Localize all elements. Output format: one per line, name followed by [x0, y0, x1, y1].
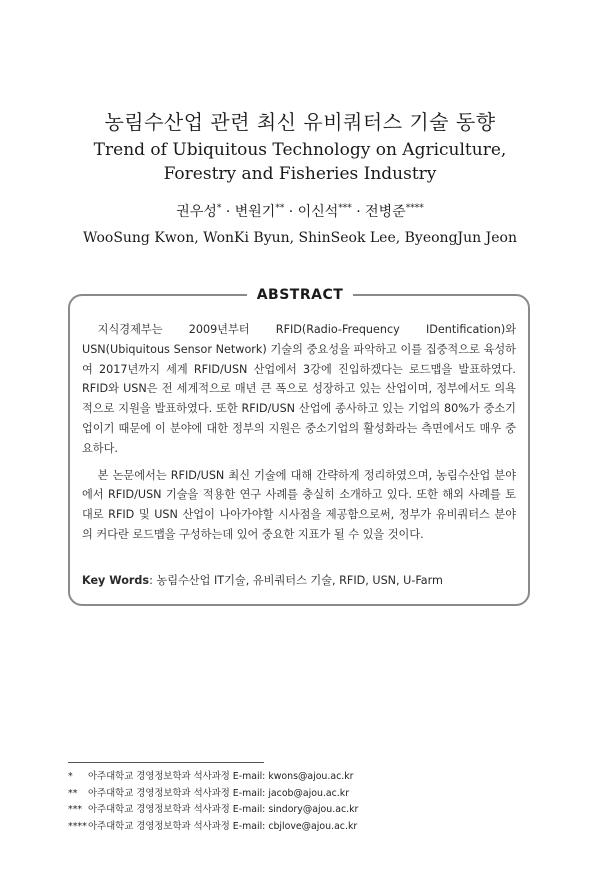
footnote-mark: *	[68, 771, 73, 782]
footnote-divider	[68, 762, 264, 763]
abstract-paragraph: 지식경제부는 2009년부터 RFID(Radio-Frequency IDentification)와 USN(Ubiquitous Sensor Network) 기술의 중요성을 파악하고 이를 집중적으로 육성하여 2017년까지 세계 RFID/USN 산업에서 3강에 진입하겠다는 로드맵을 발표하였다. RFID와 USN은 전 세계적으로 매년 큰 폭으로 성장하고 있는 산업이며, 정부에서도 의욕적으로 지원을 발표하였다. 또한 RFID/USN 산업에 종사하고 있는 기업의 80%가 중소기업이기 때문에 이 분야에 대한 정부의 지원은 중소기업의 활성화라는 측면에서도 매우 중요하다.	[82, 323, 516, 455]
author-separator: ·	[221, 204, 235, 220]
footnote-text: 아주대학교 경영정보학과 석사과정 E-mail: cbjlove@ajou.ac.kr	[88, 820, 358, 832]
author-name: 전병준	[365, 204, 406, 220]
author-name: 이신석	[297, 204, 339, 220]
abstract-body	[82, 320, 516, 552]
footnotes	[68, 769, 548, 835]
footnote	[68, 786, 548, 803]
paper-title-korean: 농림수산업 관련 최신 유비쿼터스 기술 동향	[104, 110, 496, 134]
title-en-line-2: Forestry and Fisheries Industry	[163, 164, 437, 184]
footnote-text: 아주대학교 경영정보학과 석사과정 E-mail: kwons@ajou.ac.kr	[88, 771, 354, 782]
footnote	[68, 819, 548, 836]
author-mark: ****	[405, 203, 424, 214]
author-mark: **	[275, 203, 285, 214]
footnote-text: 아주대학교 경영정보학과 석사과정 E-mail: jacob@ajou.ac.kr	[88, 787, 350, 799]
abstract-heading-text: ABSTRACT	[247, 287, 354, 303]
author-name: 권우성	[176, 204, 217, 220]
footnote-mark: **	[68, 787, 78, 799]
footnote-mark: ***	[68, 804, 83, 815]
title-en-line-1: Trend of Ubiquitous Technology on Agriculture,	[93, 140, 507, 160]
keywords-list: : 농림수산업 IT기술, 유비쿼터스 기술, RFID, USN, U-Farm	[149, 574, 443, 587]
keywords	[82, 572, 516, 588]
keywords-label: Key Words	[82, 574, 150, 587]
footnote-text: 아주대학교 경영정보학과 석사과정 E-mail: sindory@ajou.ac.kr	[88, 804, 359, 815]
author-separator: ·	[284, 204, 298, 220]
author-mark: ***	[338, 203, 352, 214]
paper-title-english	[0, 138, 600, 186]
abstract-paragraph: 본 논문에서는 RFID/USN 최신 기술에 대해 간략하게 정리하였으며, 농림수산업 분야에서 RFID/USN 기술을 적용한 연구 사례를 충실히 소개하고 있다. 또한 해외 사례를 토대로 RFID 및 USN 산업이 나아가야할 시사점을 제공함으로써, 정부가 유비쿼터스 분야의 커다란 로드맵을 구성하는데 있어 중요한 지표가 될 수 있을 것이다.	[82, 468, 516, 541]
author-list-english: WooSung Kwon, WonKi Byun, ShinSeok Lee, ByeongJun Jeon	[83, 230, 517, 246]
author-mark: *	[216, 203, 222, 214]
footnote	[68, 802, 548, 819]
abstract-heading	[0, 284, 600, 303]
footnote	[68, 769, 548, 786]
footnote-mark: ****	[68, 820, 87, 832]
author-list-korean	[0, 201, 600, 221]
author-name: 변원기	[234, 204, 276, 220]
author-separator: ·	[351, 204, 366, 220]
